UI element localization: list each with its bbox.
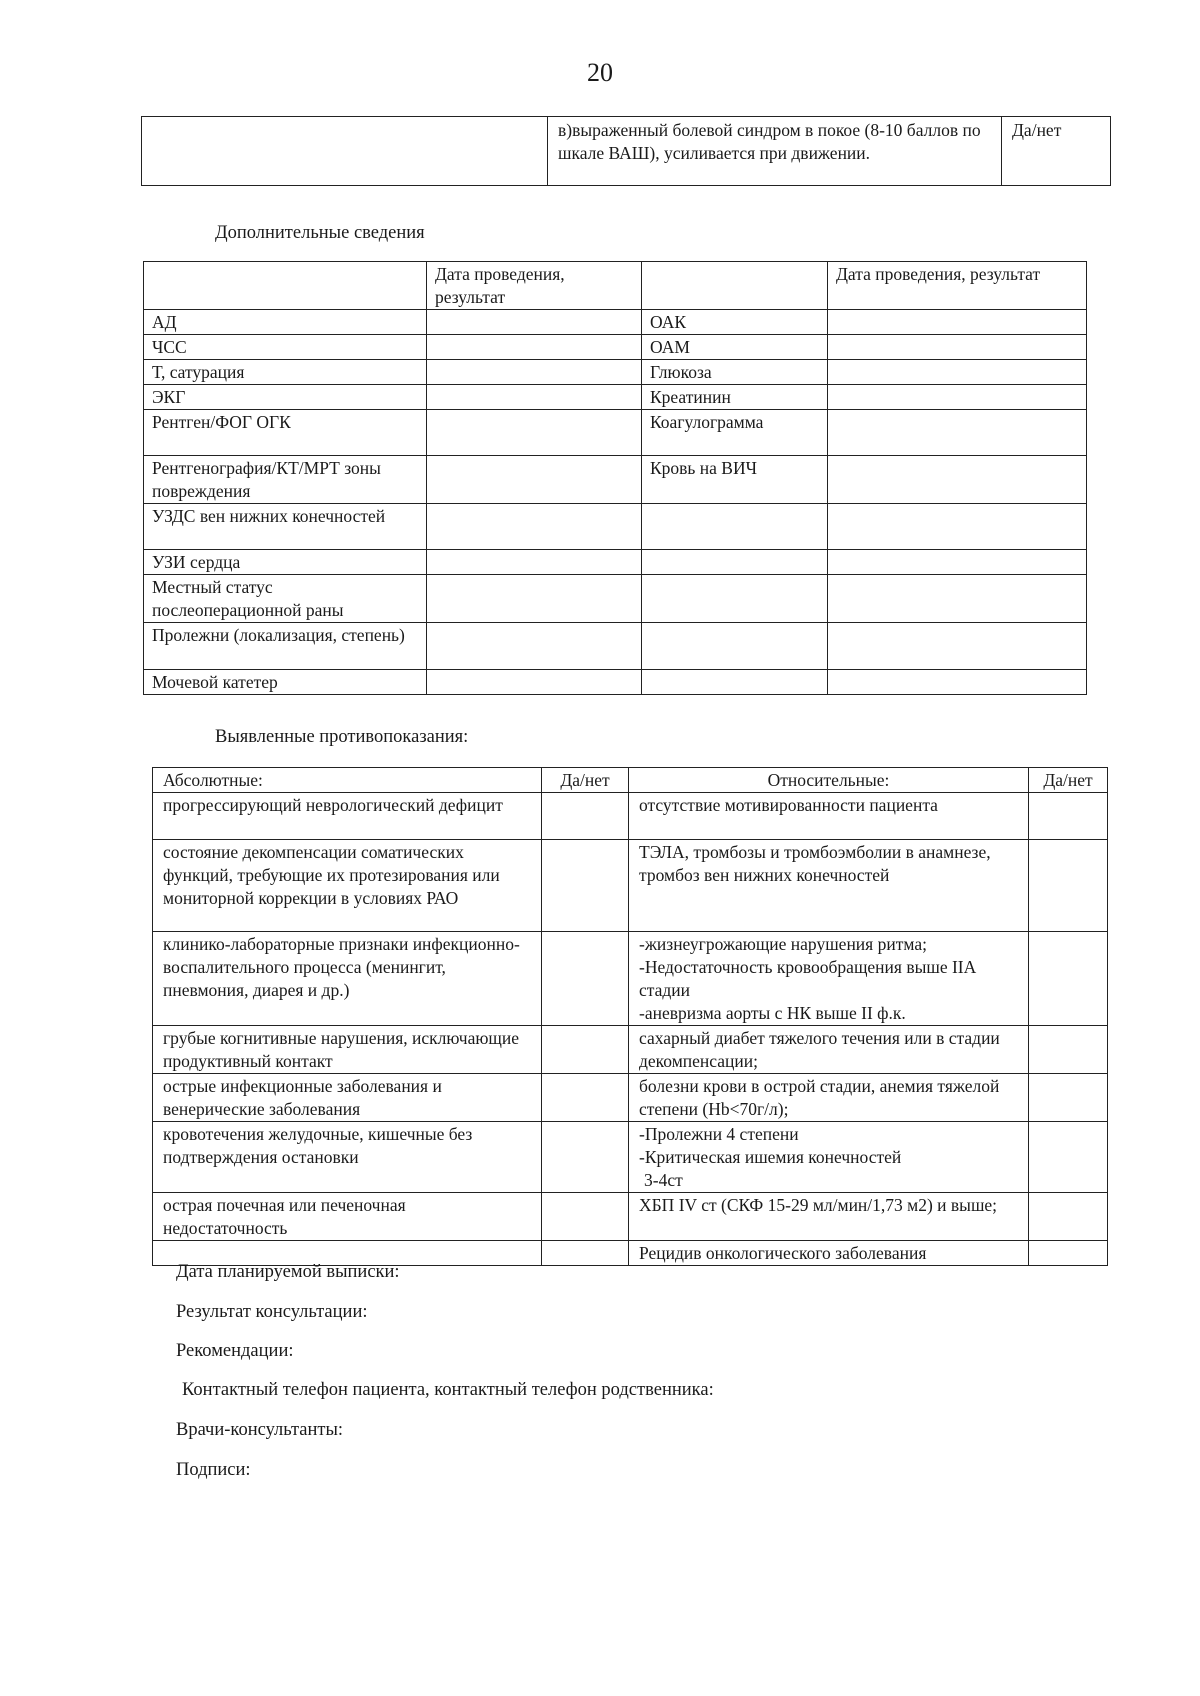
empty-cell [642, 504, 828, 550]
row-label: ОАК [642, 310, 828, 335]
row-label: Местный статус послеоперационной раны [144, 575, 427, 623]
result-cell [427, 623, 642, 670]
relative-line: 3-4ст [644, 1170, 683, 1190]
table-row [153, 793, 1108, 840]
result-cell [427, 335, 642, 360]
relative-item: болезни крови в острой стадии, анемия тяжелой степени (Hb<70г/л); [629, 1074, 1029, 1122]
empty-cell [642, 550, 828, 575]
yes-no-cell [1029, 932, 1108, 1026]
column-header: Относительные: [629, 768, 1029, 793]
result-cell [427, 575, 642, 623]
planned-discharge-date-label: Дата планируемой выписки: [176, 1262, 400, 1282]
page-number: 20 [587, 58, 613, 87]
table-row [153, 1193, 1108, 1241]
yes-no-cell [542, 1193, 629, 1241]
contraindications-table [152, 767, 1108, 1266]
contraindications-title: Выявленные противопоказания: [215, 727, 469, 747]
row-label: АД [144, 310, 427, 335]
column-header: Абсолютные: [153, 768, 542, 793]
contact-phone-label: Контактный телефон пациента, контактный телефон родственника: [182, 1380, 714, 1400]
row-label: Рентгенография/КТ/МРТ зоны повреждения [144, 456, 427, 504]
yes-no-cell [1029, 1193, 1108, 1241]
table-row [144, 262, 1087, 310]
table-row [144, 310, 1087, 335]
row-label: ЭКГ [144, 385, 427, 410]
table-row [153, 1122, 1108, 1193]
relative-item: ХБП IV ст (СКФ 15-29 мл/мин/1,73 м2) и выше; [629, 1193, 1029, 1241]
yes-no-cell [542, 1026, 629, 1074]
table-row [144, 575, 1087, 623]
column-header: Дата проведения, результат [828, 262, 1087, 310]
yes-no-cell [1029, 1122, 1108, 1193]
relative-item: Рецидив онкологического заболевания [629, 1241, 1029, 1266]
result-cell [828, 456, 1087, 504]
result-cell [828, 385, 1087, 410]
table-row [144, 456, 1087, 504]
result-cell [828, 670, 1087, 695]
table-row [153, 1074, 1108, 1122]
recommendations-label: Рекомендации: [176, 1341, 294, 1361]
relative-line: -Пролежни 4 степени [639, 1124, 799, 1144]
row-label: Креатинин [642, 385, 828, 410]
table-row [153, 932, 1108, 1026]
relative-item [629, 1122, 1029, 1193]
result-cell [427, 385, 642, 410]
yes-no-cell [542, 1074, 629, 1122]
relative-line: -Критическая ишемия конечностей [639, 1147, 902, 1167]
result-cell [427, 360, 642, 385]
empty-cell [642, 262, 828, 310]
yes-no-cell [542, 1241, 629, 1266]
table-row [144, 385, 1087, 410]
result-cell [427, 310, 642, 335]
result-cell [828, 310, 1087, 335]
absolute-item: клинико-лабораторные признаки инфекционно-воспалительного процесса (менингит, пневмония, диарея и др.) [153, 932, 542, 1026]
empty-cell [144, 262, 427, 310]
yes-no-cell [1029, 1074, 1108, 1122]
column-header: Дата проведения, результат [427, 262, 642, 310]
criterion-text: в)выраженный болевой синдром в покое (8-10 баллов по шкале ВАШ), усиливается при движении. [548, 117, 1002, 186]
yes-no-cell [542, 840, 629, 932]
yes-no-cell: Да/нет [1002, 117, 1111, 186]
table-row [142, 117, 1111, 186]
absolute-item: прогрессирующий неврологический дефицит [153, 793, 542, 840]
table-row [144, 360, 1087, 385]
table-row [144, 550, 1087, 575]
column-header: Да/нет [1029, 768, 1108, 793]
additional-info-title: Дополнительные сведения [215, 223, 425, 243]
result-cell [427, 456, 642, 504]
absolute-item: острые инфекционные заболевания и венерические заболевания [153, 1074, 542, 1122]
yes-no-cell [542, 932, 629, 1026]
relative-item: сахарный диабет тяжелого течения или в стадии декомпенсации; [629, 1026, 1029, 1074]
relative-line: -Недостаточность кровообращения выше IIА стадии [639, 957, 977, 1000]
result-cell [828, 575, 1087, 623]
empty-cell [142, 117, 548, 186]
absolute-item: острая почечная или печеночная недостаточность [153, 1193, 542, 1241]
empty-cell [642, 670, 828, 695]
column-header: Да/нет [542, 768, 629, 793]
row-label: Пролежни (локализация, степень) [144, 623, 427, 670]
table-row [153, 1026, 1108, 1074]
relative-item [629, 932, 1029, 1026]
yes-no-cell [1029, 1241, 1108, 1266]
absolute-item: состояние декомпенсации соматических функций, требующие их протезирования или мониторной коррекции в условиях РАО [153, 840, 542, 932]
empty-cell [642, 575, 828, 623]
relative-line: -аневризма аорты с НК выше II ф.к. [639, 1003, 906, 1023]
yes-no-cell [1029, 1026, 1108, 1074]
consultation-result-label: Результат консультации: [176, 1302, 368, 1322]
row-label: Кровь на ВИЧ [642, 456, 828, 504]
row-label: Рентген/ФОГ ОГК [144, 410, 427, 456]
row-label: УЗДС вен нижних конечностей [144, 504, 427, 550]
result-cell [828, 360, 1087, 385]
criteria-continuation-table [141, 116, 1111, 186]
table-row [153, 840, 1108, 932]
row-label: Глюкоза [642, 360, 828, 385]
relative-item: отсутствие мотивированности пациента [629, 793, 1029, 840]
row-label: Коагулограмма [642, 410, 828, 456]
row-label: Мочевой катетер [144, 670, 427, 695]
result-cell [427, 504, 642, 550]
result-cell [427, 410, 642, 456]
yes-no-cell [542, 793, 629, 840]
additional-info-table [143, 261, 1087, 695]
row-label: УЗИ сердца [144, 550, 427, 575]
relative-line: -жизнеугрожающие нарушения ритма; [639, 934, 927, 954]
table-row [144, 410, 1087, 456]
table-row [144, 335, 1087, 360]
row-label: Т, сатурация [144, 360, 427, 385]
table-row [144, 504, 1087, 550]
yes-no-cell [542, 1122, 629, 1193]
result-cell [828, 550, 1087, 575]
absolute-item: кровотечения желудочные, кишечные без подтверждения остановки [153, 1122, 542, 1193]
yes-no-cell [1029, 840, 1108, 932]
row-label: ЧСС [144, 335, 427, 360]
relative-item: ТЭЛА, тромбозы и тромбоэмболии в анамнезе, тромбоз вен нижних конечностей [629, 840, 1029, 932]
consulting-doctors-label: Врачи-консультанты: [176, 1420, 344, 1440]
table-row [153, 768, 1108, 793]
signatures-label: Подписи: [176, 1460, 251, 1480]
result-cell [828, 410, 1087, 456]
absolute-item: грубые когнитивные нарушения, исключающие продуктивный контакт [153, 1026, 542, 1074]
result-cell [828, 335, 1087, 360]
result-cell [828, 623, 1087, 670]
yes-no-cell [1029, 793, 1108, 840]
empty-cell [642, 623, 828, 670]
result-cell [828, 504, 1087, 550]
result-cell [427, 550, 642, 575]
row-label: ОАМ [642, 335, 828, 360]
result-cell [427, 670, 642, 695]
table-row [144, 623, 1087, 670]
table-row [144, 670, 1087, 695]
